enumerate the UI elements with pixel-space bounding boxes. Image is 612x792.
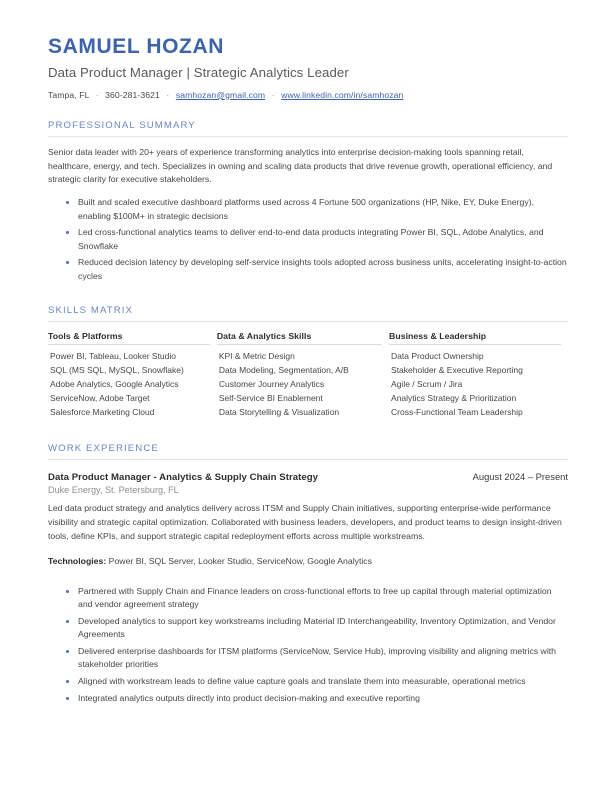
list-item: Salesforce Marketing Cloud (50, 406, 155, 417)
summary-paragraph: Senior data leader with 20+ years of experience transforming analytics into enterprise decision-making tools spanning retail, healthcare, energy, and tech. Specializes in owning and scaling data products that drive revenue growth, operational efficiency, and strategic clarity for executive stakeholders. (48, 146, 553, 185)
technologies-label: Technologies: (48, 555, 107, 566)
list-item: ServiceNow, Adobe Target (50, 392, 150, 403)
section-title-skills: SKILLS MATRIX (48, 305, 134, 317)
list-item: Led cross-functional analytics teams to deliver end-to-end data products integrating Power BI, SQL, Adobe Analytics, and Snowflake (48, 226, 568, 253)
list-item: KPI & Metric Design (218, 351, 295, 362)
candidate-headline: Data Product Manager | Strategic Analytics Leader (48, 65, 349, 81)
list-item: Customer Journey Analytics (218, 379, 325, 390)
skills-column-divider (389, 344, 561, 345)
section-divider-summary (48, 136, 568, 137)
job-bullet-list (48, 585, 568, 706)
list-item: Integrated analytics outputs directly into product decision-making and executive reporting (48, 692, 568, 706)
list-item: Adobe Analytics, Google Analytics (50, 379, 179, 390)
job-header (48, 471, 568, 483)
job-summary-paragraph: Led data product strategy and analytics delivery across ITSM and Supply Chain initiatives, supporting enterprise-wide performance visibility and strategic capital optimization. Collaborated with business leaders, developers, and product teams to design insight-driven tools, define KPIs, and support strategic capital redeployment efforts across multiple workstreams. (48, 503, 562, 541)
skills-column-heading: Tools & Platforms (48, 331, 123, 342)
list-item: Delivered enterprise dashboards for ITSM platforms (ServiceNow, Service Hub), improving visibility and aligning metrics with stakeholder priorities (48, 645, 568, 672)
list-item: Reduced decision latency by developing self-service insights tools adopted across business units, accelerating insight-to-action cycles (48, 256, 568, 283)
section-title-summary: PROFESSIONAL SUMMARY (48, 119, 196, 131)
job-technologies-line (48, 555, 568, 568)
list-item: Cross-Functional Team Leadership (391, 406, 523, 417)
skills-column-heading: Business & Leadership (389, 331, 487, 342)
skills-column-divider (217, 344, 382, 345)
section-skills-matrix (48, 305, 568, 419)
skills-list (217, 350, 389, 419)
summary-bullet-list (48, 196, 568, 283)
contact-email-link[interactable]: samhozan@gmail.com (175, 89, 266, 100)
list-item: Stakeholder & Executive Reporting (391, 365, 523, 376)
skills-grid (48, 331, 568, 419)
list-item: Data Modeling, Segmentation, A/B (218, 365, 349, 376)
list-item: Self-Service BI Enablement (218, 392, 323, 403)
contact-linkedin-link[interactable]: www.linkedin.com/in/samhozan (281, 89, 404, 100)
list-item: Agile / Scrum / Jira (391, 379, 463, 390)
contact-location: Tampa, FL (48, 89, 90, 100)
list-item: Developed analytics to support key workstreams including Material ID Interchangeability, Inventory Optimization, and Vendor Agreements (48, 615, 568, 642)
skills-list (389, 350, 568, 419)
list-item: Data Storytelling & Visualization (218, 406, 340, 417)
list-item: Data Product Ownership (391, 351, 484, 362)
section-divider-experience (48, 459, 568, 460)
contact-separator-2: · (166, 89, 170, 100)
job-title: Data Product Manager - Analytics & Supply Chain Strategy (48, 472, 319, 484)
job-dates: August 2024 – Present (472, 471, 568, 483)
section-title-experience: WORK EXPERIENCE (48, 443, 159, 455)
skills-column-divider (48, 344, 210, 345)
list-item: SQL (MS SQL, MySQL, Snowflake) (50, 365, 184, 376)
section-work-experience (48, 443, 568, 705)
list-item: Built and scaled executive dashboard platforms used across 4 Fortune 500 organizations (HP, Nike, EY, Duke Energy), enabling $100M+ in strategic decisions (48, 196, 568, 223)
list-item: Partnered with Supply Chain and Finance leaders on cross-functional efforts to free up capital through material optimization and vendor agreement strategy (48, 585, 568, 612)
skills-list (48, 350, 217, 419)
technologies-value: Power BI, SQL Server, Looker Studio, ServiceNow, Google Analytics (108, 555, 372, 566)
contact-phone: 360-281-3621 (105, 89, 160, 100)
list-item: Analytics Strategy & Prioritization (391, 392, 517, 403)
experience-entry (48, 471, 568, 705)
list-item: Power BI, Tableau, Looker Studio (50, 351, 177, 362)
skills-column-heading: Data & Analytics Skills (216, 331, 312, 342)
contact-separator-3: · (271, 89, 275, 100)
skills-column-data-analytics (217, 331, 389, 419)
section-divider-skills (48, 321, 568, 322)
candidate-name: SAMUEL HOZAN (48, 35, 224, 58)
contact-separator-1: · (95, 89, 99, 100)
skills-column-tools (48, 331, 217, 419)
list-item: Aligned with workstream leads to define value capture goals and translate them into measurable, operational metrics (48, 675, 568, 689)
contact-line (48, 90, 568, 101)
job-company-location: Duke Energy, St. Petersburg, FL (48, 485, 179, 496)
resume-header (48, 34, 568, 101)
section-professional-summary (48, 120, 568, 284)
skills-column-business-leadership (389, 331, 568, 419)
